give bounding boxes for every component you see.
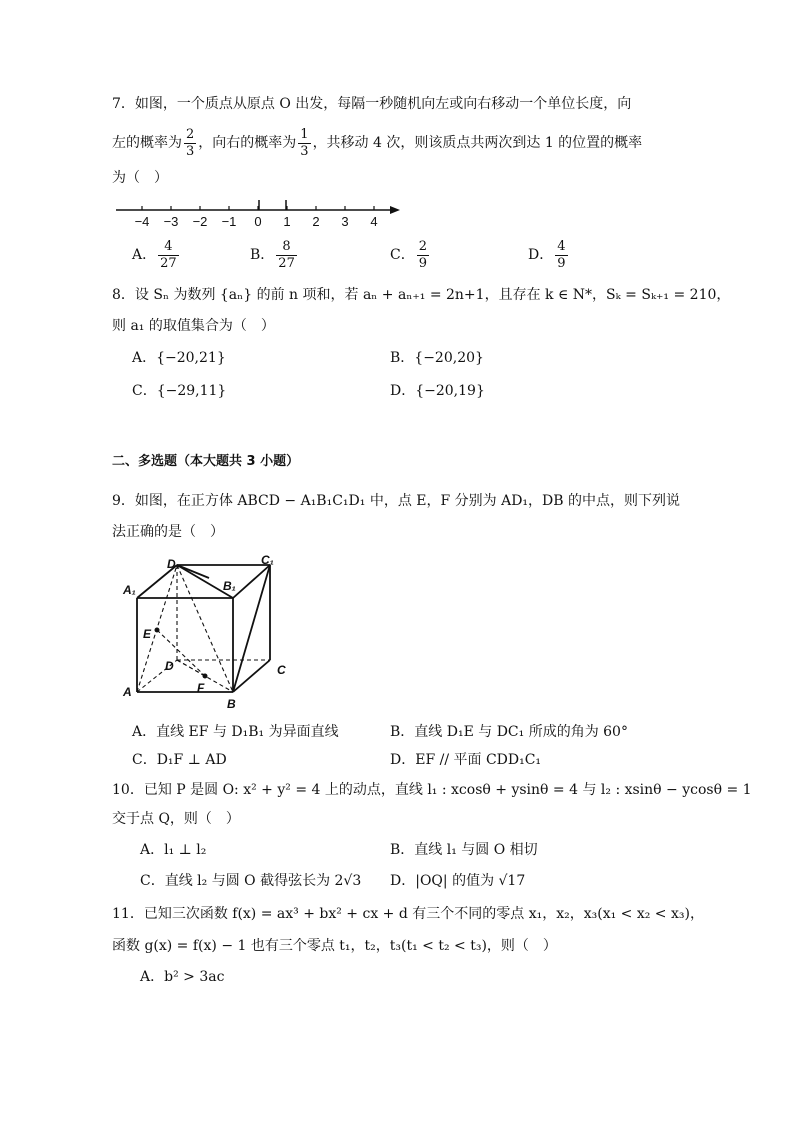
- q11-option-a[interactable]: A．b² > 3ac: [140, 969, 225, 985]
- q7-line2c: ，共移动 4 次，则该质点共两次到达 1 的位置的概率: [312, 135, 643, 151]
- cube-label-d: D: [165, 659, 174, 673]
- cube-diagram: [115, 552, 300, 712]
- option-label: A．: [132, 247, 157, 263]
- option-label: D．: [528, 247, 554, 263]
- fraction-denominator: 27: [160, 255, 177, 271]
- number-line-label: 0: [254, 214, 262, 229]
- q7-line2: [112, 126, 642, 160]
- q8-line2: 则 a₁ 的取值集合为（ ）: [112, 318, 275, 334]
- q7-line3: 为（ ）: [112, 170, 168, 186]
- q11-line1: 11．已知三次函数 f(x) = ax³ + bx² + cx + d 有三个不同的零点 x₁，x₂，x₃(x₁ < x₂ < x₃)，: [112, 906, 704, 922]
- point-e-dot: [155, 628, 160, 633]
- q8-line1: 8．设 Sₙ 为数列 {aₙ} 的前 n 项和，若 aₙ + aₙ₊₁ = 2n+1，且存在 k ∈ N*，Sₖ = Sₖ₊₁ = 210，: [112, 287, 731, 303]
- q7-option-b[interactable]: [250, 238, 299, 272]
- q8-option-c[interactable]: C．{−29,11}: [132, 383, 227, 399]
- q10-option-a[interactable]: A．l₁ ⊥ l₂: [140, 842, 207, 858]
- cube-label-c1: C₁: [261, 553, 274, 567]
- number-line-label: 3: [341, 214, 349, 229]
- q9-option-c[interactable]: C．D₁F ⊥ AD: [132, 752, 227, 768]
- cube-label-d1: D₁: [167, 557, 180, 571]
- number-line-label: −1: [221, 214, 237, 229]
- q9-option-b[interactable]: B．直线 D₁E 与 DC₁ 所成的角为 60°: [390, 724, 628, 740]
- option-label: B．: [250, 247, 275, 263]
- fraction-numerator: 2: [418, 238, 427, 254]
- q10-line1: 10．已知 P 是圆 O: x² + y² = 4 上的动点，直线 l₁ : xcosθ + ysinθ = 4 与 l₂ : xsinθ − ycosθ = 1: [112, 782, 752, 798]
- number-line-label: 4: [370, 214, 378, 229]
- q7-option-a[interactable]: [132, 238, 181, 272]
- fraction-denominator: 27: [278, 255, 295, 271]
- fraction-numerator: 8: [276, 239, 297, 256]
- q7-frac-right: $\frac{1}{3}$: [300, 126, 309, 159]
- fraction-denominator: 9: [418, 255, 427, 271]
- q7-option-d[interactable]: [528, 238, 570, 272]
- q11-line2: 函数 g(x) = f(x) − 1 也有三个零点 t₁，t₂，t₃(t₁ < t₂ < t₃)，则（ ）: [112, 938, 557, 954]
- option-fraction: [276, 239, 297, 272]
- q8-option-d[interactable]: D．{−20,19}: [390, 383, 485, 399]
- number-line-label: −4: [134, 214, 150, 229]
- q9-line1: 9．如图，在正方体 ABCD − A₁B₁C₁D₁ 中，点 E，F 分别为 AD₁，DB 的中点，则下列说: [112, 493, 681, 509]
- q7-line2b: ，向右的概率为: [198, 135, 297, 151]
- number-line: [112, 196, 412, 232]
- q9-option-a[interactable]: A．直线 EF 与 D₁B₁ 为异面直线: [132, 724, 339, 740]
- option-label: C．: [390, 247, 415, 263]
- q10-option-b[interactable]: B．直线 l₁ 与圆 O 相切: [390, 842, 538, 858]
- fraction-numerator: 4: [557, 238, 566, 254]
- point-f-dot: [203, 674, 208, 679]
- cube-label-c: C: [277, 663, 286, 677]
- cube-label-e: E: [143, 627, 152, 641]
- option-fraction: [158, 239, 179, 272]
- q9-option-d[interactable]: D．EF // 平面 CDD₁C₁: [390, 752, 542, 768]
- q7-frac-left: $\frac{2}{3}$: [186, 126, 195, 159]
- q7-option-c[interactable]: [390, 238, 431, 272]
- fraction-numerator: 4: [158, 239, 179, 256]
- cube-label-b: B: [227, 697, 236, 711]
- number-line-label: −2: [192, 214, 208, 229]
- cube-label-a1: A₁: [123, 583, 136, 597]
- cube-label-b1: B₁: [223, 579, 236, 593]
- cube-label-f: F: [197, 681, 205, 695]
- q8-option-a[interactable]: A．{−20,21}: [132, 350, 226, 366]
- arrow-icon: [390, 206, 400, 214]
- cube-label-a: A: [123, 685, 132, 699]
- q10-line2: 交于点 Q，则（ ）: [112, 811, 240, 827]
- q9-line2: 法正确的是（ ）: [112, 524, 224, 540]
- option-fraction: [555, 239, 567, 272]
- fraction-denominator: 9: [557, 255, 566, 271]
- q7-line2a: 左的概率为: [112, 135, 182, 151]
- q7-line1: 7．如图，一个质点从原点 O 出发，每隔一秒随机向左或向右移动一个单位长度，向: [112, 96, 632, 112]
- option-fraction: [417, 239, 429, 272]
- section-heading-multi-choice: 二、多选题（本大题共 3 小题）: [112, 454, 300, 469]
- number-line-label: 1: [283, 214, 291, 229]
- q10-option-d[interactable]: D．|OQ| 的值为 √17: [390, 873, 526, 889]
- number-line-label: −3: [163, 214, 179, 229]
- number-line-label: 2: [312, 214, 320, 229]
- q10-option-c[interactable]: C．直线 l₂ 与圆 O 截得弦长为 2√3: [140, 873, 362, 889]
- q8-option-b[interactable]: B．{−20,20}: [390, 350, 484, 366]
